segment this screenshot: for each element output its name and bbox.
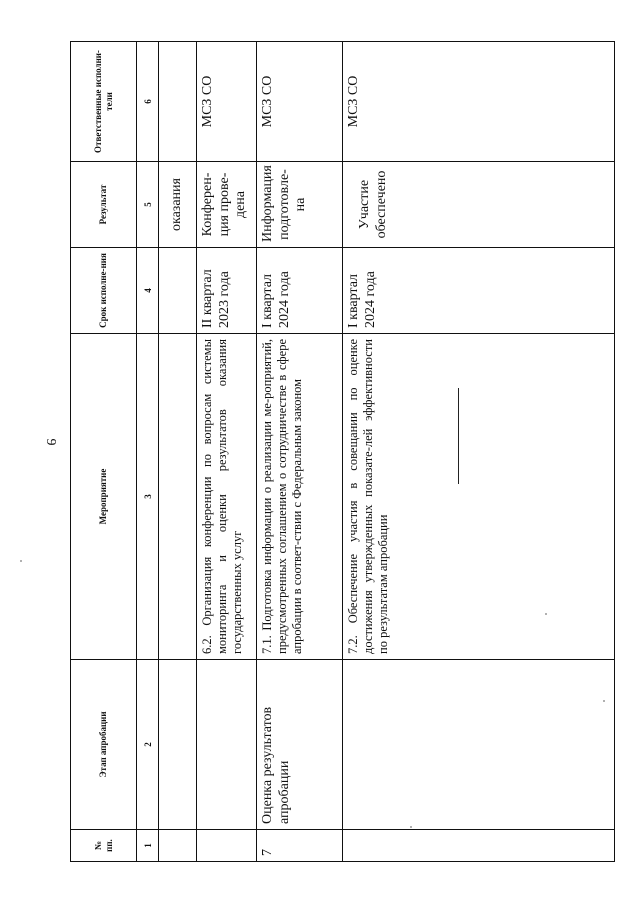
cell-stage: Оценка результатов апробации <box>257 660 343 830</box>
cell-deadline: II квартал 2023 года <box>197 248 257 334</box>
cell-deadline: I квартал 2024 года <box>343 248 615 334</box>
cell-deadline: I квартал 2024 года <box>257 248 343 334</box>
table-row <box>257 42 343 862</box>
cell-stage <box>159 660 197 830</box>
cell-result: Информация подготовле-на <box>257 162 343 248</box>
header-responsible: Ответственные исполни-тели <box>71 42 137 162</box>
header-result: Результат <box>71 162 137 248</box>
cell-stage <box>343 660 615 830</box>
approbation-table <box>70 41 615 862</box>
cell-num <box>159 830 197 862</box>
table-row <box>159 42 197 862</box>
cell-responsible <box>159 42 197 162</box>
column-number: 4 <box>137 248 159 334</box>
scan-speck <box>20 560 22 562</box>
cell-responsible: МСЗ СО <box>197 42 257 162</box>
table-row <box>343 42 615 862</box>
header-event: Мероприятие <box>71 334 137 660</box>
cell-event: 6.2. Организация конференции по вопросам системы мониторинга и оценки результатов оказания государственных услуг <box>197 334 257 660</box>
header-num: № пп. <box>71 830 137 862</box>
cell-event <box>159 334 197 660</box>
column-number: 6 <box>137 42 159 162</box>
cell-event: 7.2. Обеспечение участия в совещании по оценке достижения утвержденных показате-лей эффективности по результатам апробации <box>343 334 615 660</box>
cell-result: Участие обеспечено <box>343 162 615 248</box>
header-stage: Этап апробации <box>71 660 137 830</box>
cell-event: 7.1. Подготовка информации о реализации ме-роприятий, предусмотренных соглашением о сотрудничестве в сфере апробации в соответ-ствии с Федеральным законом <box>257 334 343 660</box>
table-row <box>197 42 257 862</box>
cell-responsible: МСЗ СО <box>343 42 615 162</box>
column-number: 2 <box>137 660 159 830</box>
cell-result: оказания <box>159 162 197 248</box>
column-number: 5 <box>137 162 159 248</box>
cell-stage <box>197 660 257 830</box>
rotated-table-wrapper <box>70 42 615 862</box>
cell-num <box>343 830 615 862</box>
header-deadline: Срок исполне-ния <box>71 248 137 334</box>
cell-num: 7 <box>257 830 343 862</box>
header-row <box>71 42 137 862</box>
column-number-row <box>137 42 159 862</box>
page-number: 9 <box>43 438 58 446</box>
column-number: 3 <box>137 334 159 660</box>
column-number: 1 <box>137 830 159 862</box>
cell-num <box>197 830 257 862</box>
cell-responsible: МСЗ СО <box>257 42 343 162</box>
cell-result: Конферен-ция прове-дена <box>197 162 257 248</box>
cell-deadline <box>159 248 197 334</box>
